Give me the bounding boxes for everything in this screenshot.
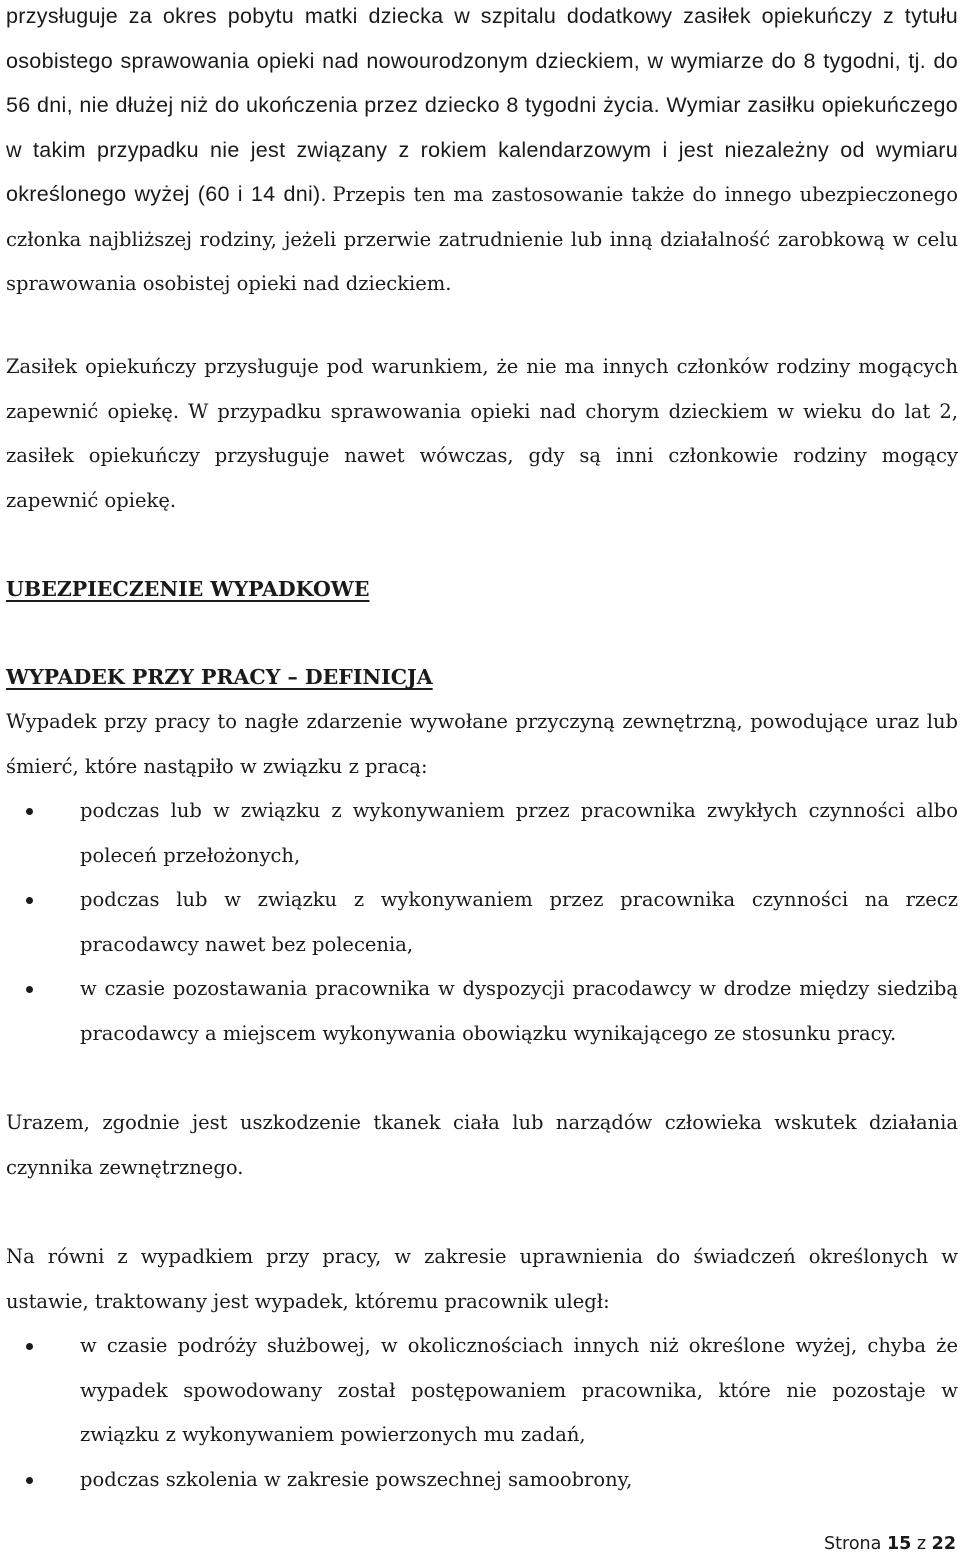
list-item-text: w czasie podróży służbowej, w okolicznościach innych niż określone wyżej, chyba że wypadek spowodowany został postępowaniem pracownika, które nie pozostaje w związku z wykonywaniem powierzonych mu zadań, [80,1334,958,1446]
bullet-icon [26,897,33,904]
paragraph-equivalent-accident: Na równi z wypadkiem przy pracy, w zakresie uprawnienia do świadczeń określonych w ustawie, traktowany jest wypadek, któremu pracownik uległ: [6,1245,958,1313]
paragraph-care-allowance [6,0,958,307]
section-heading-accident-insurance: UBEZPIECZENIE WYPADKOWE [6,577,370,601]
list-accident-circumstances [6,789,958,1056]
list-item [6,1324,958,1458]
bullet-icon [26,1477,33,1484]
paragraph-text-sans: przysługuje za okres pobytu matki dziecka w szpitalu dodatkowy zasiłek opiekuńczy z tytułu osobistego sprawowania opieki nad nowourodzonym dzieckiem, w wymiarze do 8 tygodni, tj. do 56 dni, nie dłużej niż do ukończenia przez dziecko 8 tygodni życia. Wymiar zasiłku opiekuńczego w takim przypadku nie jest związany z rokiem kalendarzowym i jest niezależny od wymiaru określonego wyżej (60 i 14 dni). [6,4,958,206]
bullet-icon [26,1343,33,1350]
section-heading-work-accident-definition: WYPADEK PRZY PRACY – DEFINICJA [6,665,433,689]
paragraph-care-condition: Zasiłek opiekuńczy przysługuje pod warunkiem, że nie ma innych członków rodziny mogących zapewnić opiekę. W przypadku sprawowania opieki nad chorym dzieckiem w wieku do lat 2, zasiłek opiekuńczy przysługuje nawet wówczas, gdy są inni członkowie rodziny mogący zapewnić opiekę. [6,355,958,512]
page-number-separator: z [916,1534,927,1554]
paragraph-injury-definition: Urazem, zgodnie jest uszkodzenie tkanek ciała lub narządów człowieka wskutek działania czynnika zewnętrznego. [6,1111,958,1179]
page-number-prefix: Strona [824,1534,882,1554]
list-item-text: podczas szkolenia w zakresie powszechnej samoobrony, [80,1467,633,1491]
list-item [6,967,958,1056]
list-equivalent-accidents [6,1324,958,1502]
paragraph-accident-definition: Wypadek przy pracy to nagłe zdarzenie wywołane przyczyną zewnętrzną, powodujące uraz lub śmierć, które nastąpiło w związku z pracą: [6,710,958,778]
list-item [6,1458,958,1503]
page-number [824,1533,956,1555]
bullet-icon [26,986,33,993]
list-item-text: podczas lub w związku z wykonywaniem przez pracownika czynności na rzecz pracodawcy nawet bez polecenia, [80,888,958,956]
list-item-text: w czasie pozostawania pracownika w dyspozycji pracodawcy w drodze między siedzibą pracodawcy a miejscem wykonywania obowiązku wynikającego ze stosunku pracy. [80,977,958,1045]
paragraph-text-serif: Przepis ten ma zastosowanie także do innego ubezpieczonego członka najbliższej rodziny, jeżeli przerwie zatrudnienie lub inną działalność zarobkową w celu sprawowania osobistej opieki nad dzieckiem. [6,183,958,295]
list-item [6,789,958,878]
page-number-total: 22 [931,1534,956,1554]
bullet-icon [26,808,33,815]
list-item [6,878,958,967]
page-number-current: 15 [886,1534,912,1554]
list-item-text: podczas lub w związku z wykonywaniem przez pracownika zwykłych czynności albo poleceń przełożonych, [80,799,958,867]
